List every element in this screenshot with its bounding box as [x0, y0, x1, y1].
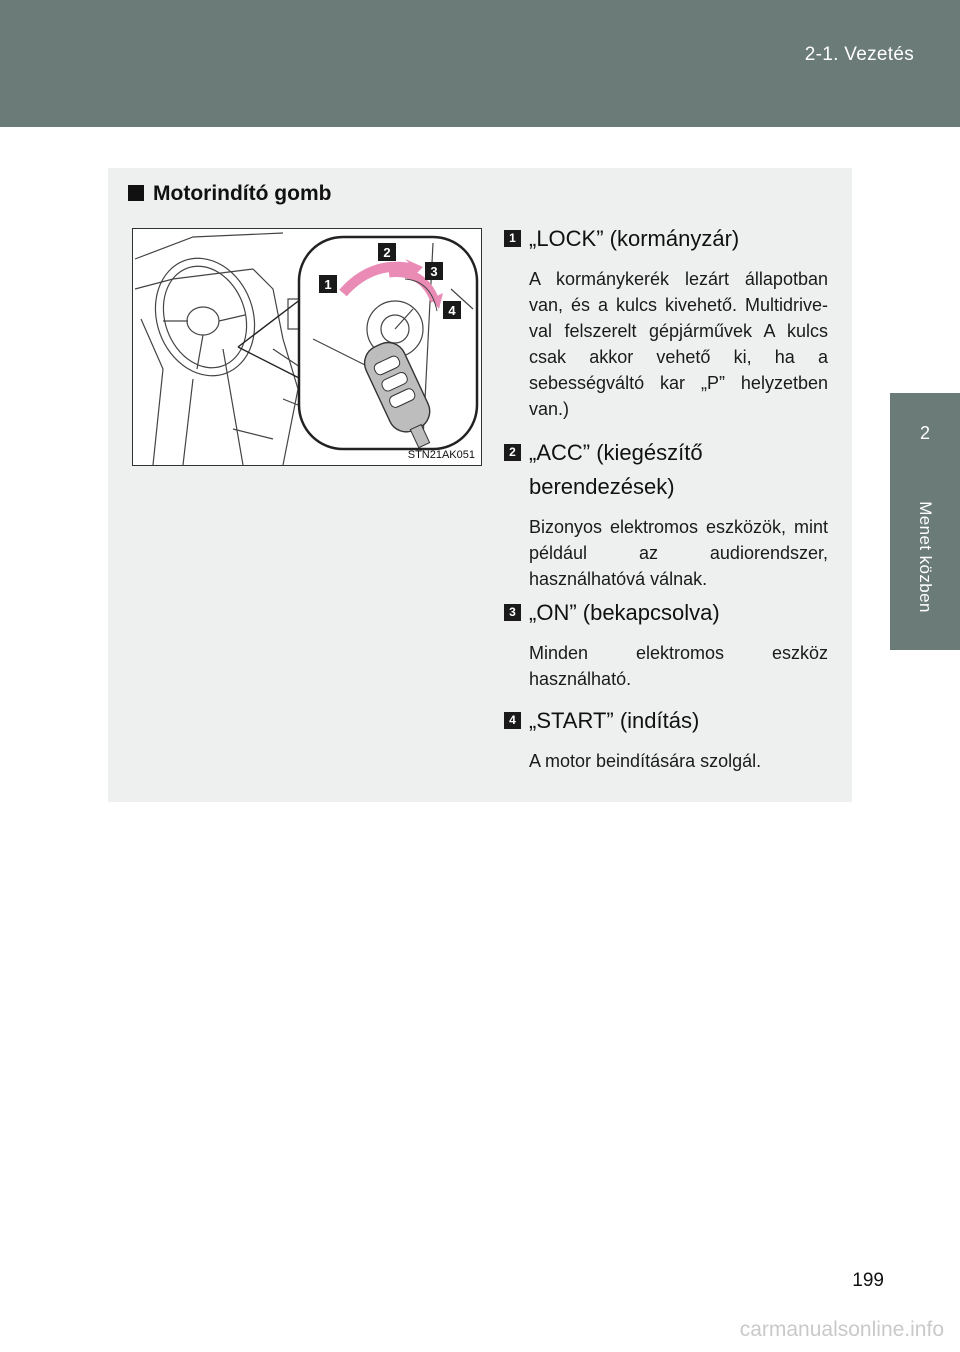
item-title — [504, 222, 828, 256]
item-description: A kormánykerék lezárt állapotban van, és a kulcs kivehető. Multidrive-val felszerelt gépjárművek A kulcs csak akkor vehető ki, ha a sebességváltó kar „P” helyzetben van.) — [529, 269, 828, 419]
page-number: 199 — [852, 1270, 884, 1291]
item-title-text: „START” (indítás) — [529, 708, 700, 733]
number-badge: 4 — [504, 712, 521, 729]
chapter-title: 2-1. Vezetés — [804, 44, 914, 65]
square-bullet-icon — [128, 185, 144, 201]
section-heading — [128, 182, 331, 206]
side-tab-label: Menet közben — [916, 501, 935, 613]
item-title — [504, 596, 828, 630]
number-badge: 2 — [504, 444, 521, 461]
item-description: Bizonyos elektromos eszközök, mint például az audiorendszer, használhatóvá válnak. — [529, 517, 828, 589]
item-title-text: „LOCK” (kormányzár) — [529, 226, 740, 251]
callout-3: 3 — [430, 264, 438, 279]
item-title-text: „ACC” (kiegészítő berendezések) — [529, 440, 703, 499]
number-badge: 1 — [504, 230, 521, 247]
side-tab-number: 2 — [919, 423, 930, 443]
item-description: A motor beindítására szolgál. — [529, 751, 762, 771]
item-start — [504, 704, 828, 774]
page-header — [0, 0, 960, 127]
item-acc — [504, 436, 828, 592]
section-heading-text: Motorindító gomb — [153, 182, 332, 205]
item-title — [504, 704, 828, 738]
figure-code: STN21AK051 — [407, 449, 475, 461]
item-title — [504, 436, 828, 504]
item-lock — [504, 222, 828, 422]
chapter-side-tab — [890, 393, 960, 650]
ignition-illustration — [132, 228, 482, 466]
watermark: carmanualsonline.info — [739, 1318, 944, 1341]
number-badge: 3 — [504, 604, 521, 621]
ignition-drawing — [133, 229, 482, 466]
item-title-text: „ON” (bekapcsolva) — [529, 600, 720, 625]
callout-4: 4 — [448, 303, 456, 318]
item-on — [504, 596, 828, 692]
callout-2: 2 — [383, 245, 391, 260]
item-description: Minden elektromos eszköz használható. — [529, 643, 828, 689]
callout-1: 1 — [324, 277, 332, 292]
